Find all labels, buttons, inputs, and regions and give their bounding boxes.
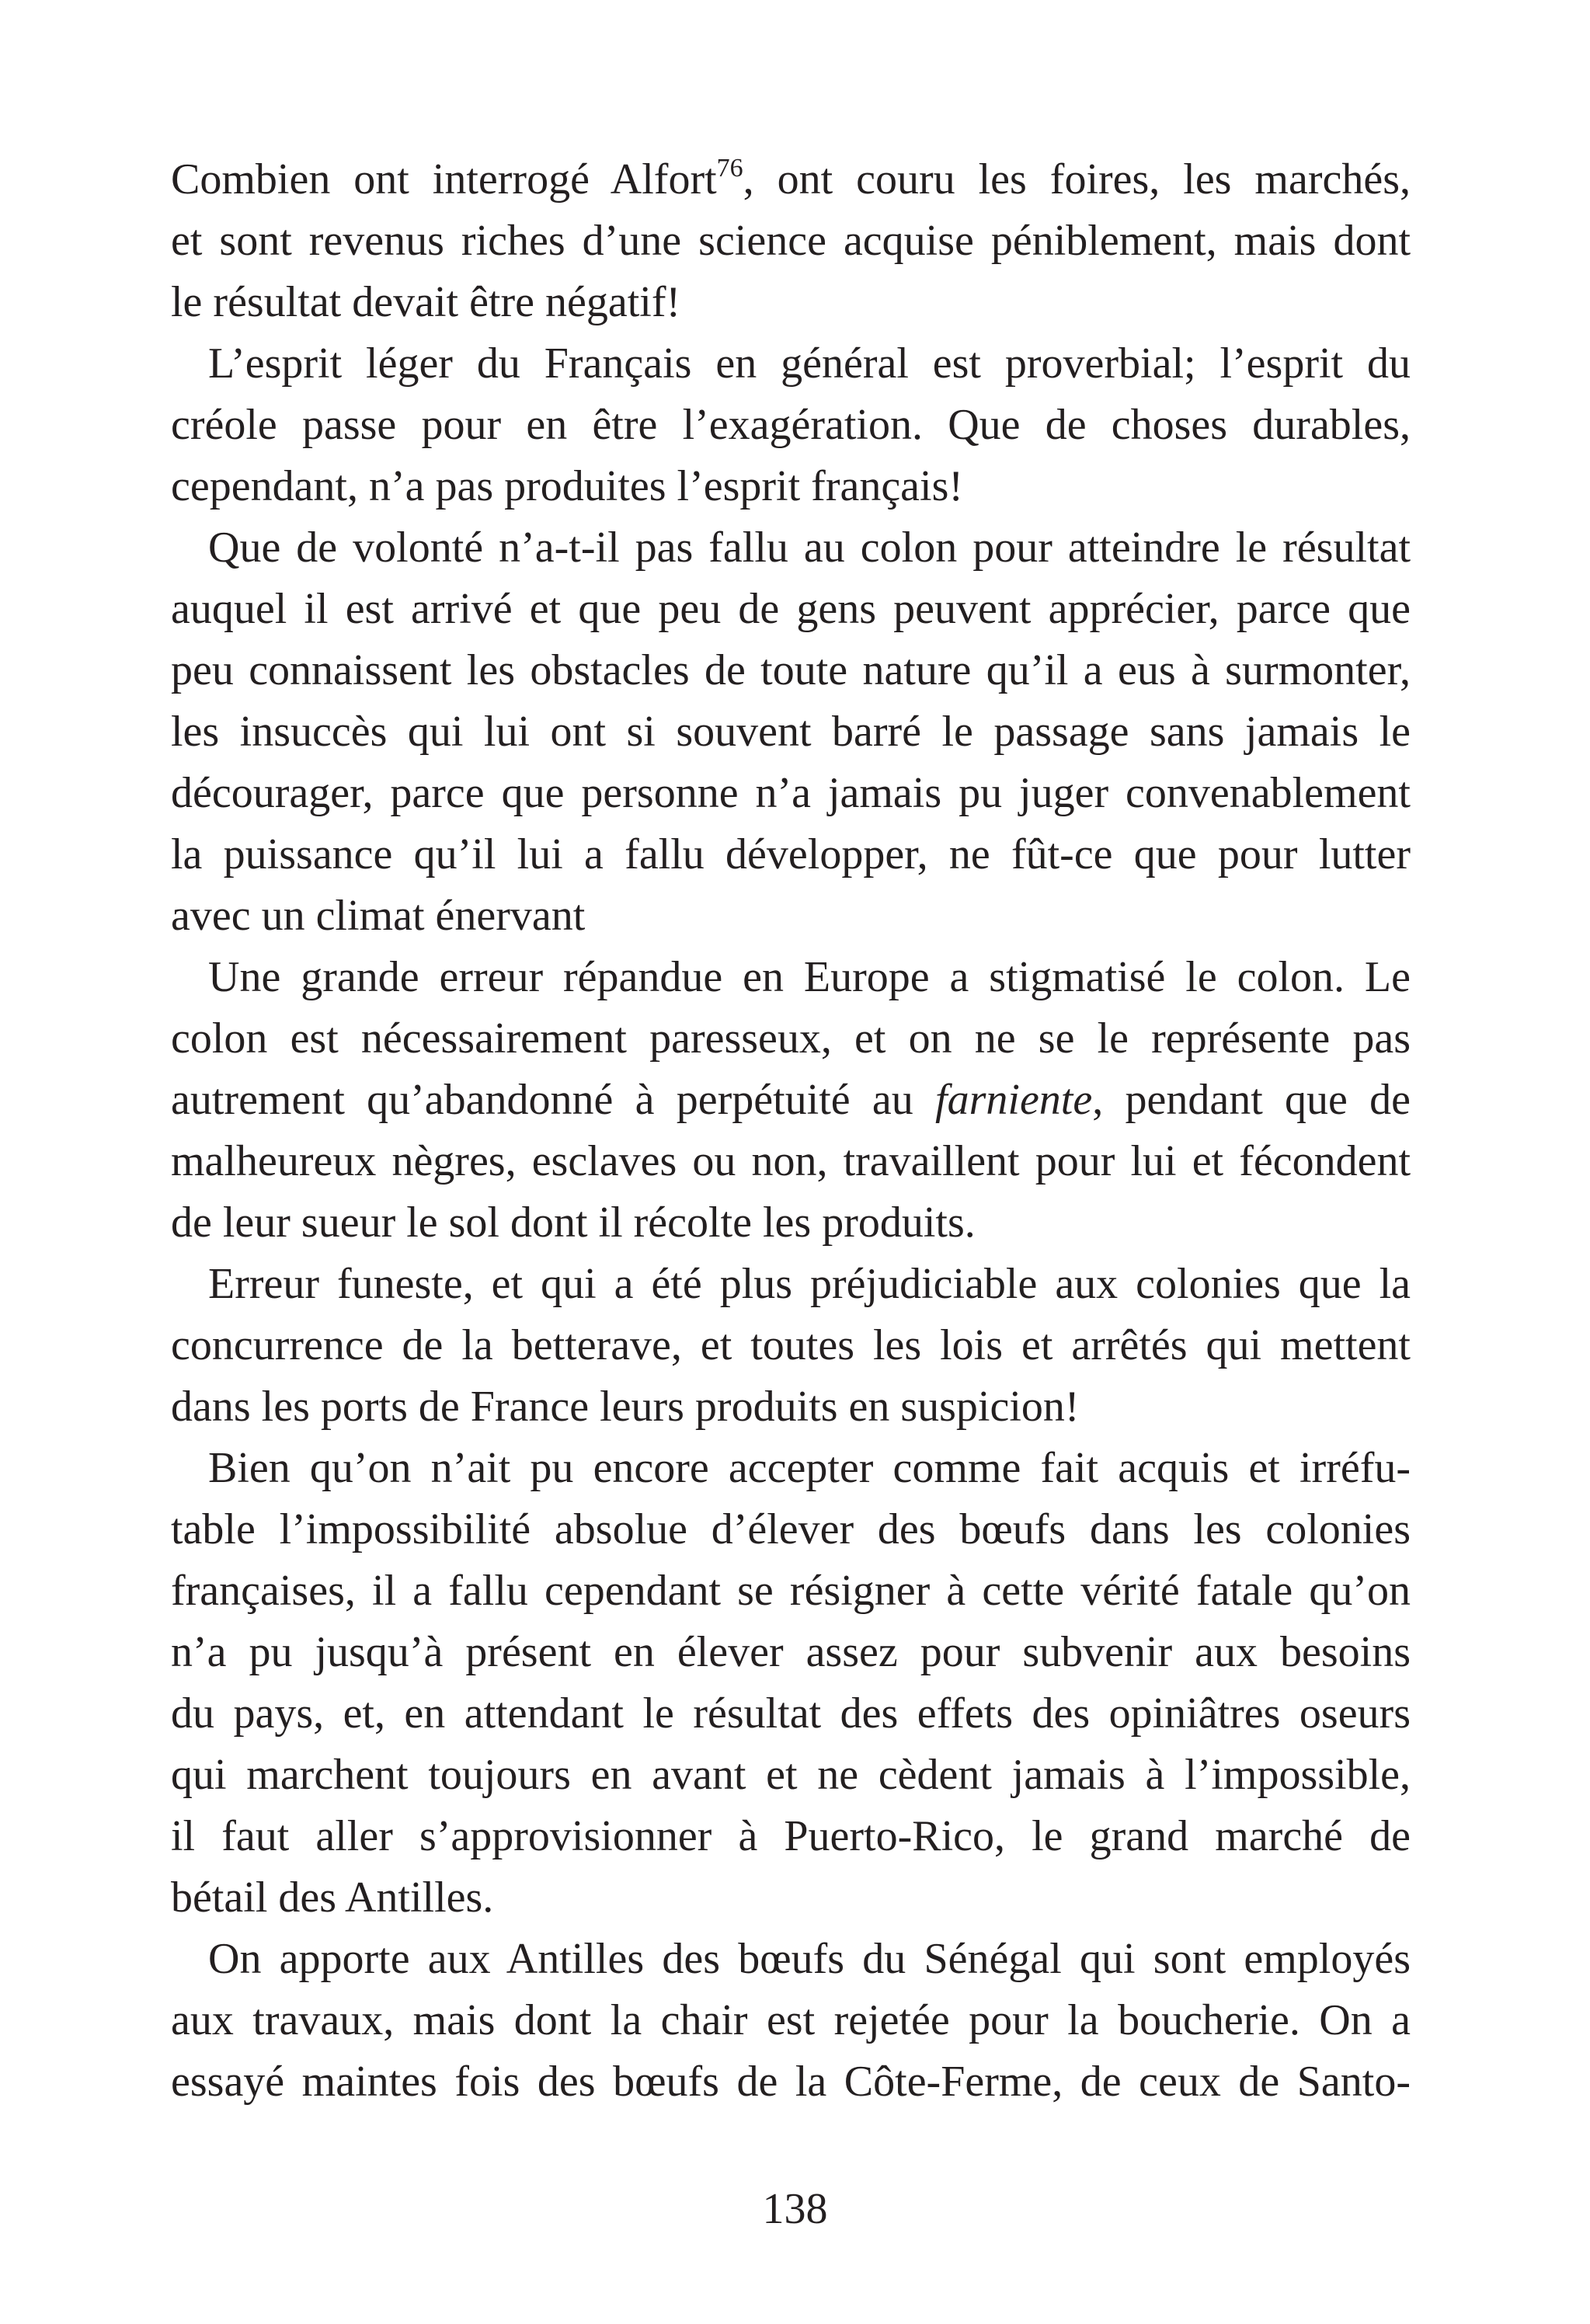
text-line: bétail des Antilles.: [171, 1873, 494, 1922]
text-line: Une grande erreur répandue en Europe a stigmatisé le colon. Le: [208, 953, 1411, 1001]
body-text: [171, 149, 1411, 2113]
text-line: essayé maintes fois des bœufs de la Côte-Ferme, de ceux de Santo-: [171, 2058, 1411, 2106]
text-segment: , ont couru les foires, les marchés,: [743, 155, 1411, 204]
text-line: les insuccès qui lui ont si souvent barré le passage sans jamais le: [171, 708, 1411, 756]
page-number: 138: [762, 2185, 828, 2233]
text-line: Que de volonté n’a-t-il pas fallu au colon pour atteindre le résultat: [208, 524, 1411, 572]
text-line: dans les ports de France leurs produits en suspicion!: [171, 1383, 1080, 1431]
text-line: auquel il est arrivé et que peu de gens peuvent apprécier, parce que: [171, 585, 1411, 633]
text-segment: autrement qu’abandonné à perpétuité au: [171, 1076, 936, 1124]
footnote-reference[interactable]: 76: [716, 154, 743, 183]
text-segment: Combien ont interrogé Alfort: [171, 155, 717, 204]
italic-term: farniente: [935, 1076, 1093, 1124]
paragraph: [171, 517, 1411, 947]
paragraph: [171, 149, 1411, 333]
text-line: décourager, parce que personne n’a jamais pu juger convenablement: [171, 769, 1411, 817]
text-line: concurrence de la betterave, et toutes les lois et arrêtés qui mettent: [171, 1321, 1411, 1369]
text-line: Bien qu’on n’ait pu encore accepter comme fait acquis et irréfu-: [208, 1444, 1411, 1492]
text-line: malheureux nègres, esclaves ou non, travaillent pour lui et fécondent: [171, 1137, 1411, 1185]
text-line: et sont revenus riches d’une science acquise péniblement, mais dont: [171, 217, 1411, 265]
text-line: [171, 1070, 1411, 1131]
paragraph: [171, 1438, 1411, 1929]
text-line: On apporte aux Antilles des bœufs du Sénégal qui sont employés: [208, 1935, 1411, 1983]
text-line: cependant, n’a pas produites l’esprit français!: [171, 462, 964, 510]
text-line: peu connaissent les obstacles de toute nature qu’il a eus à surmonter,: [171, 646, 1411, 694]
paragraph: [171, 333, 1411, 517]
text-line: le résultat devait être négatif!: [171, 278, 681, 326]
text-line: il faut aller s’approvisionner à Puerto-Rico, le grand marché de: [171, 1812, 1411, 1860]
text-line: colon est nécessairement paresseux, et on ne se le représente pas: [171, 1014, 1411, 1063]
text-line: table l’impossibilité absolue d’élever des bœufs dans les colonies: [171, 1505, 1411, 1553]
text-line: la puissance qu’il lui a fallu développer, ne fût-ce que pour lutter: [171, 830, 1411, 878]
text-line: n’a pu jusqu’à présent en élever assez pour subvenir aux besoins: [171, 1628, 1411, 1676]
text-line: françaises, il a fallu cependant se résigner à cette vérité fatale qu’on: [171, 1567, 1411, 1615]
text-line: qui marchent toujours en avant et ne cèdent jamais à l’impossible,: [171, 1751, 1411, 1799]
text-line: avec un climat énervant: [171, 892, 586, 940]
text-line: Erreur funeste, et qui a été plus préjudiciable aux colonies que la: [208, 1260, 1411, 1308]
text-line: créole passe pour en être l’exagération. Que de choses durables,: [171, 401, 1411, 449]
paragraph: [171, 947, 1411, 1254]
text-line: aux travaux, mais dont la chair est rejetée pour la boucherie. On a: [171, 1996, 1411, 2044]
text-line: de leur sueur le sol dont il récolte les produits.: [171, 1199, 976, 1247]
paragraph: [171, 1929, 1411, 2113]
text-segment: , pendant que de: [1092, 1076, 1411, 1124]
text-line: [171, 149, 1411, 210]
paragraph: [171, 1254, 1411, 1438]
text-line: L’esprit léger du Français en général est proverbial; l’esprit du: [208, 339, 1411, 388]
text-line: du pays, et, en attendant le résultat des effets des opiniâtres oseurs: [171, 1689, 1411, 1738]
